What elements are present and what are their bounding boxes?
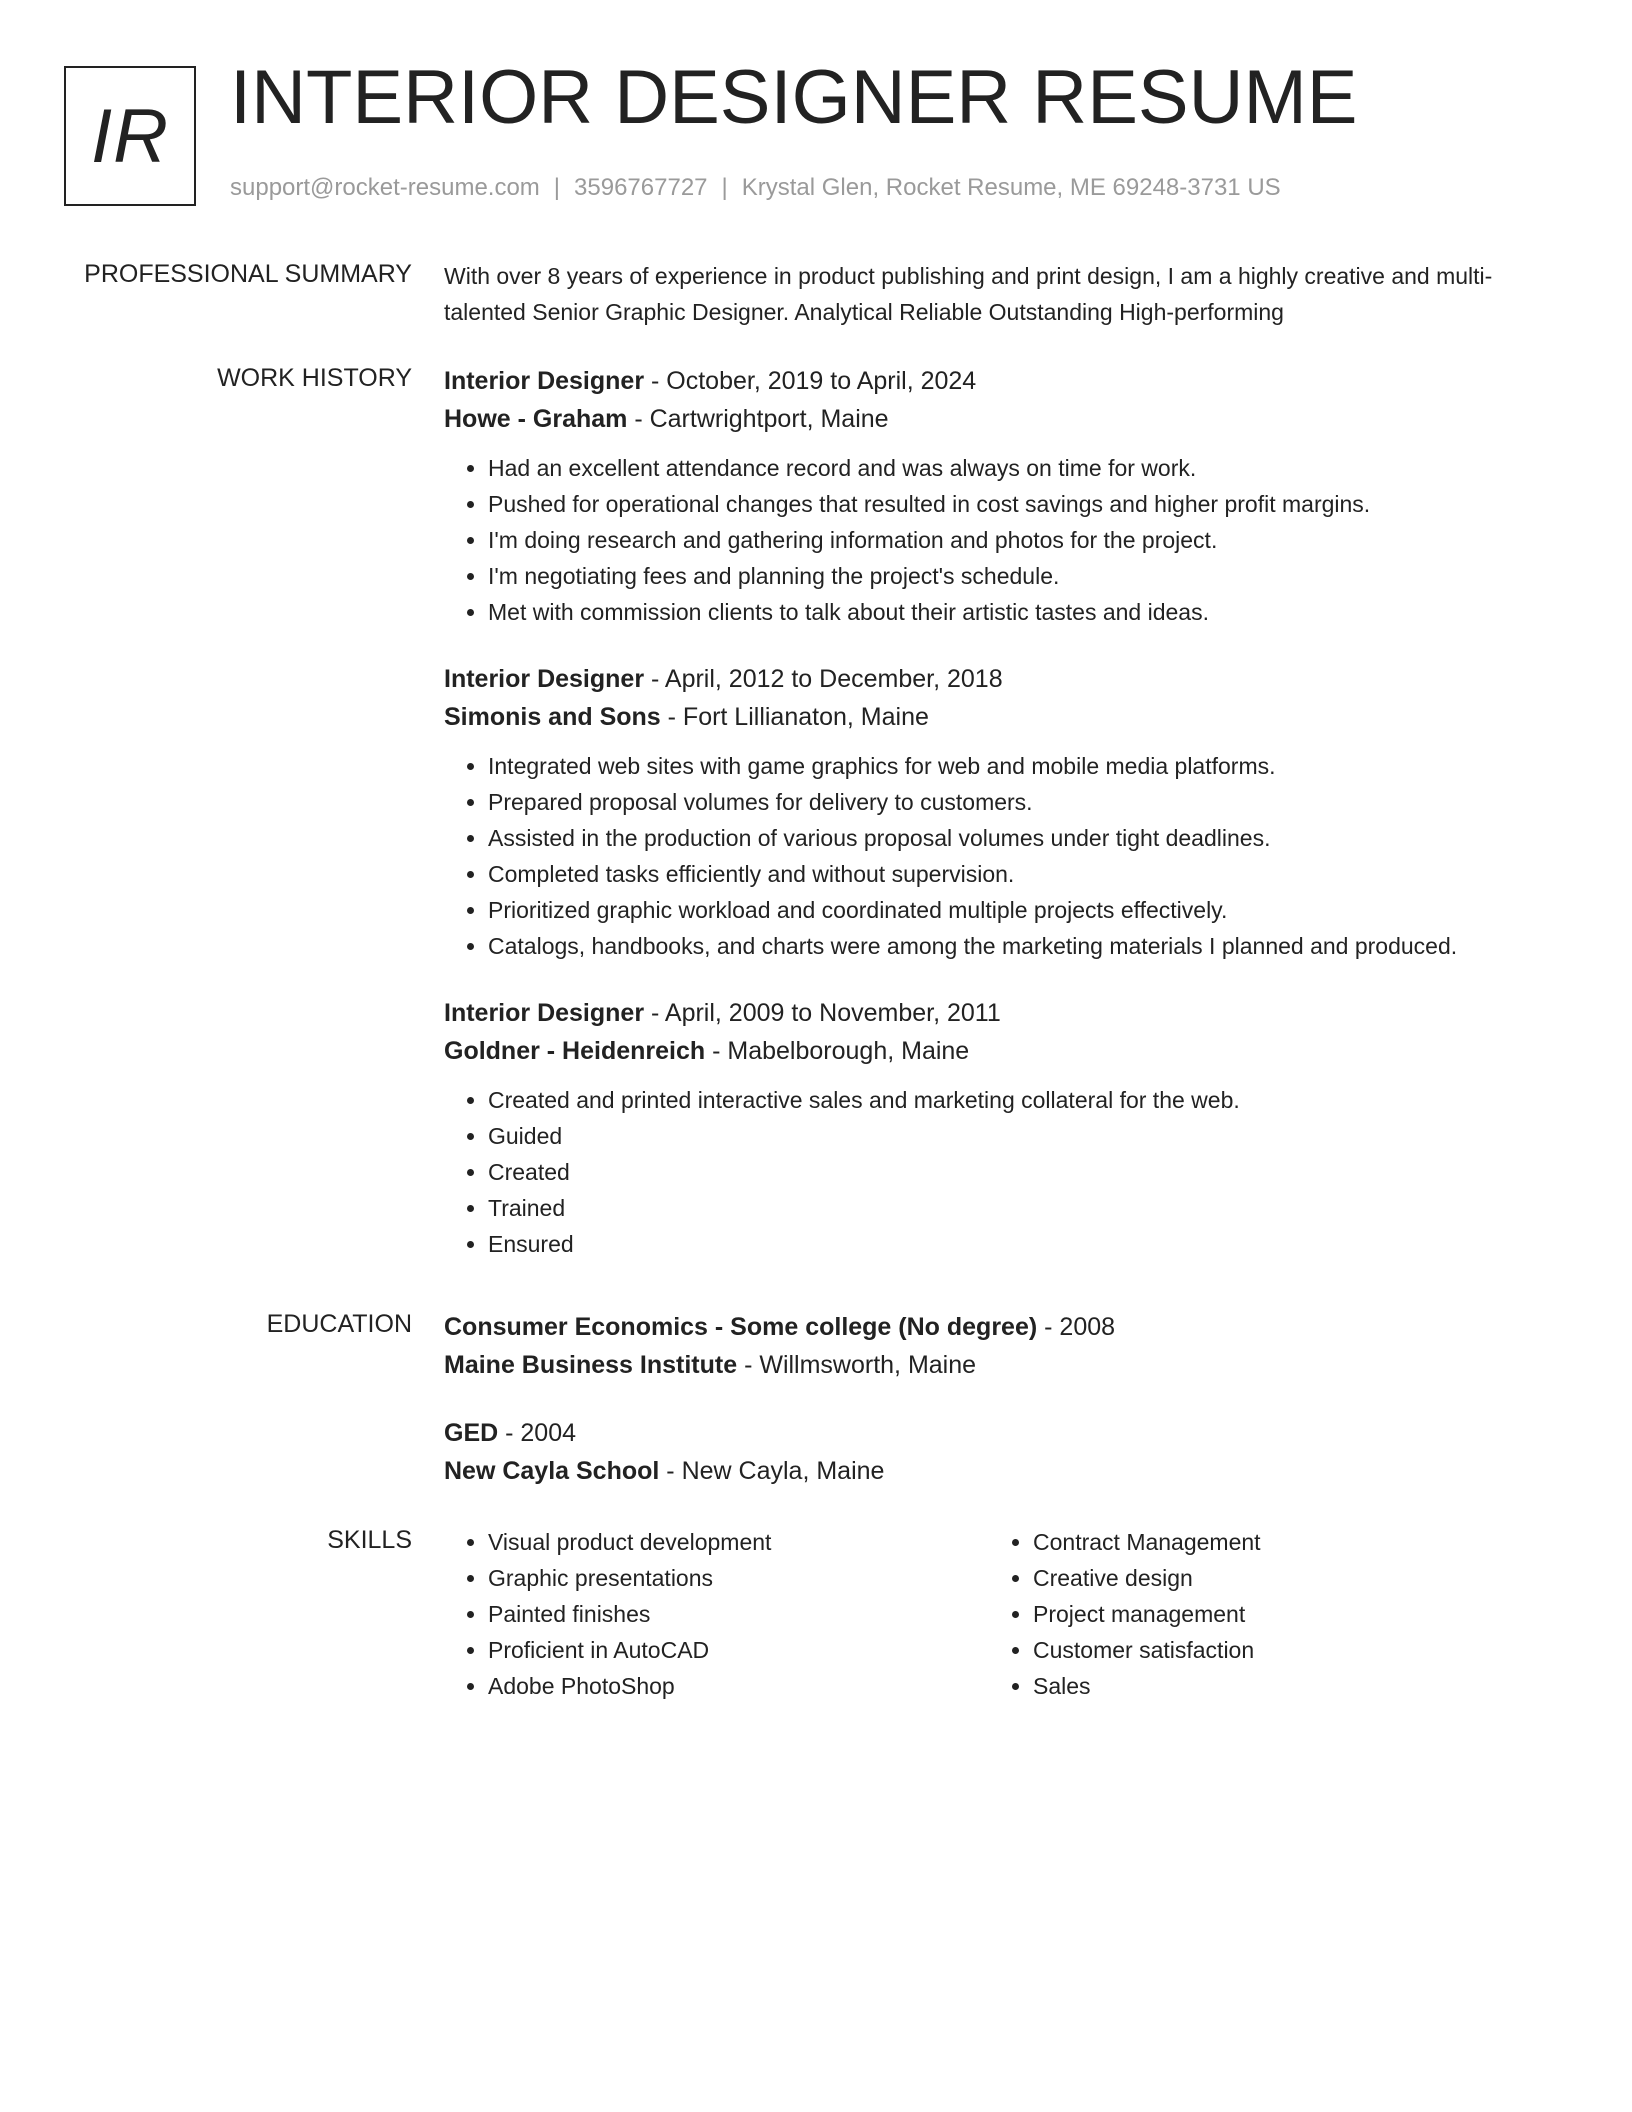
contact-phone: 3596767727 — [574, 174, 708, 201]
job-bullet: • Prepared proposal volumes for delivery to customers. — [488, 784, 1574, 820]
skills-heading: SKILLS — [327, 1526, 412, 1554]
education-heading: EDUCATION — [266, 1310, 412, 1338]
job-location: - Mabelborough, Maine — [705, 1037, 970, 1065]
job-entry — [444, 660, 1574, 964]
job-bullet: • Prioritized graphic workload and coordinated multiple projects effectively. — [488, 892, 1574, 928]
job-title: Interior Designer — [444, 665, 645, 693]
job-entry — [444, 362, 1574, 630]
job-location: - Fort Lillianaton, Maine — [660, 703, 929, 731]
job-bullets — [444, 450, 1574, 630]
job-bullet: • Assisted in the production of various proposal volumes under tight deadlines. — [488, 820, 1574, 856]
contact-separator: | — [721, 174, 728, 201]
job-bullet: • Met with commission clients to talk about their artistic tastes and ideas. — [488, 594, 1574, 630]
job-company-line — [444, 1032, 1574, 1070]
summary-heading: PROFESSIONAL SUMMARY — [84, 260, 412, 288]
education-school-line — [444, 1452, 1574, 1490]
job-bullet: • Had an excellent attendance record and was always on time for work. — [488, 450, 1574, 486]
job-bullets — [444, 1082, 1574, 1262]
contact-address: Krystal Glen, Rocket Resume, ME 69248-3731 US — [741, 174, 1281, 201]
job-company: Howe - Graham — [444, 405, 628, 433]
education-year: - 2004 — [498, 1419, 577, 1447]
job-bullet: • I'm doing research and gathering information and photos for the project. — [488, 522, 1574, 558]
job-location: - Cartwrightport, Maine — [627, 405, 889, 433]
job-title-line — [444, 362, 1574, 400]
skill-item: • Contract Management — [1033, 1524, 1534, 1560]
education-entry — [444, 1308, 1574, 1384]
job-bullets — [444, 748, 1574, 964]
education-school: New Cayla School — [444, 1457, 660, 1485]
education-body — [444, 1308, 1574, 1520]
job-bullet: • Ensured — [488, 1226, 1574, 1262]
education-year: - 2008 — [1037, 1313, 1116, 1341]
job-bullet: • Guided — [488, 1118, 1574, 1154]
education-degree: Consumer Economics - Some college (No degree) — [444, 1313, 1038, 1341]
job-bullet: • Created — [488, 1154, 1574, 1190]
contact-line — [230, 174, 1281, 202]
education-school-line — [444, 1346, 1574, 1384]
job-dates: - October, 2019 to April, 2024 — [644, 367, 977, 395]
job-company: Simonis and Sons — [444, 703, 661, 731]
education-location: - New Cayla, Maine — [659, 1457, 885, 1485]
job-bullet: • Pushed for operational changes that resulted in cost savings and higher profit margins. — [488, 486, 1574, 522]
job-bullet: • I'm negotiating fees and planning the project's schedule. — [488, 558, 1574, 594]
education-school: Maine Business Institute — [444, 1351, 738, 1379]
resume-title: INTERIOR DESIGNER RESUME — [230, 55, 1358, 140]
job-title: Interior Designer — [444, 999, 645, 1027]
job-company-line — [444, 400, 1574, 438]
contact-separator: | — [553, 174, 561, 201]
skills-columns — [444, 1524, 1574, 1704]
skills-list — [989, 1524, 1534, 1704]
work-history-heading: WORK HISTORY — [217, 364, 412, 392]
job-title: Interior Designer — [444, 367, 645, 395]
skills-column-left — [444, 1524, 989, 1704]
job-bullet: • Catalogs, handbooks, and charts were among the marketing materials I planned and produced. — [488, 928, 1574, 964]
skill-item: • Adobe PhotoShop — [488, 1668, 989, 1704]
skills-column-right — [989, 1524, 1534, 1704]
skill-item: • Sales — [1033, 1668, 1534, 1704]
education-location: - Willmsworth, Maine — [737, 1351, 977, 1379]
skills-body — [444, 1524, 1574, 1704]
job-title-line — [444, 994, 1574, 1032]
work-history-body — [444, 362, 1574, 1292]
skill-item: • Graphic presentations — [488, 1560, 989, 1596]
skills-list — [444, 1524, 989, 1704]
skill-item: • Painted finishes — [488, 1596, 989, 1632]
job-dates: - April, 2009 to November, 2011 — [644, 999, 1001, 1027]
job-company-line — [444, 698, 1574, 736]
job-dates: - April, 2012 to December, 2018 — [644, 665, 1003, 693]
skill-item: • Customer satisfaction — [1033, 1632, 1534, 1668]
skill-item: • Project management — [1033, 1596, 1534, 1632]
education-degree: GED — [444, 1419, 499, 1447]
job-entry — [444, 994, 1574, 1262]
job-company: Goldner - Heidenreich — [444, 1037, 706, 1065]
job-bullet: • Trained — [488, 1190, 1574, 1226]
education-entry — [444, 1414, 1574, 1490]
education-degree-line — [444, 1308, 1574, 1346]
job-bullet: • Completed tasks efficiently and without supervision. — [488, 856, 1574, 892]
contact-email: support@rocket-resume.com — [230, 174, 540, 201]
skill-item: • Creative design — [1033, 1560, 1534, 1596]
job-bullet: • Created and printed interactive sales and marketing collateral for the web. — [488, 1082, 1574, 1118]
skill-item: • Proficient in AutoCAD — [488, 1632, 989, 1668]
job-title-line — [444, 660, 1574, 698]
summary-text: With over 8 years of experience in product publishing and print design, I am a highly creative and multi-talented Senior Graphic Designer. Analytical Reliable Outstanding High-performing — [444, 263, 1493, 325]
skill-item: • Visual product development — [488, 1524, 989, 1560]
education-degree-line — [444, 1414, 1574, 1452]
job-bullet: • Integrated web sites with game graphics for web and mobile media platforms. — [488, 748, 1574, 784]
monogram-logo: IR — [64, 66, 196, 206]
summary-body — [444, 258, 1574, 330]
